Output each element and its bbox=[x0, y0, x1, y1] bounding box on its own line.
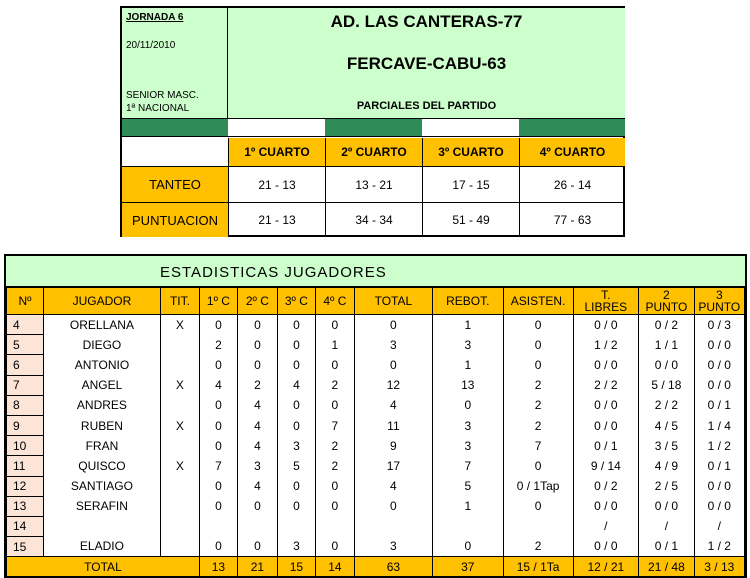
cell-q2: 4 bbox=[237, 436, 277, 456]
cell-p2: 2 / 2 bbox=[639, 395, 694, 415]
player-row bbox=[7, 375, 745, 395]
cell-num: 11 bbox=[7, 456, 44, 476]
cell-q1: 0 bbox=[199, 415, 237, 435]
cell-q3: 0 bbox=[277, 415, 315, 435]
cell-total: 11 bbox=[354, 415, 432, 435]
cell-tit bbox=[160, 537, 199, 557]
cell-q4 bbox=[315, 516, 354, 536]
cell-ast: 7 bbox=[503, 436, 573, 456]
cell-ast: 0 bbox=[503, 335, 573, 355]
cell-num: 13 bbox=[7, 496, 44, 516]
quarter-header-4: 4º CUARTO bbox=[519, 138, 625, 166]
cell-ft: 0 / 0 bbox=[573, 415, 639, 435]
cell-q1: 0 bbox=[199, 355, 237, 375]
cell-name: RUBEN bbox=[43, 415, 160, 435]
puntuacion-label: PUNTUACION bbox=[122, 203, 228, 237]
cell-q2: 0 bbox=[237, 496, 277, 516]
cell-p2: 0 / 0 bbox=[639, 355, 694, 375]
cell-tit bbox=[160, 335, 199, 355]
puntuacion-q3: 51 - 49 bbox=[422, 203, 519, 237]
cell-q2: 4 bbox=[237, 476, 277, 496]
cell-p2: 4 / 9 bbox=[639, 456, 694, 476]
cell-p2: 0 / 1 bbox=[639, 537, 694, 557]
tanteo-label: TANTEO bbox=[122, 167, 228, 202]
cell-total bbox=[354, 516, 432, 536]
cell-q1: 4 bbox=[199, 375, 237, 395]
cell-q4: 0 bbox=[315, 496, 354, 516]
away-team-score: FERCAVE-CABU-63 bbox=[346, 54, 507, 73]
cell-total: 0 bbox=[354, 496, 432, 516]
cell-q1: 0 bbox=[199, 395, 237, 415]
player-row bbox=[7, 355, 745, 375]
cell-reb: 13 bbox=[432, 375, 503, 395]
total-ft: 12 / 21 bbox=[573, 557, 639, 577]
cell-num: 8 bbox=[7, 395, 44, 415]
puntuacion-q2: 34 - 34 bbox=[325, 203, 422, 237]
col-header-p3 bbox=[694, 288, 744, 315]
stats-title-bar bbox=[6, 256, 745, 287]
puntuacion-q1: 21 - 13 bbox=[228, 203, 325, 237]
cell-num: 5 bbox=[7, 335, 44, 355]
cell-q3: 0 bbox=[277, 395, 315, 415]
cell-q3: 0 bbox=[277, 315, 315, 335]
cell-p3: 1 / 2 bbox=[694, 436, 744, 456]
stats-header-row bbox=[7, 288, 745, 315]
cell-ast: 0 bbox=[503, 496, 573, 516]
cell-tit bbox=[160, 355, 199, 375]
cell-q3: 0 bbox=[277, 476, 315, 496]
cell-num: 15 bbox=[7, 537, 44, 557]
cell-p2: / bbox=[639, 516, 694, 536]
cell-tit: X bbox=[160, 415, 199, 435]
cell-name: FRAN bbox=[43, 436, 160, 456]
separator-bar bbox=[122, 118, 228, 137]
cell-reb: 7 bbox=[432, 456, 503, 476]
p3-header-l2: PUNTO bbox=[698, 300, 741, 314]
cell-q2: 0 bbox=[237, 355, 277, 375]
cell-ft: 1 / 2 bbox=[573, 335, 639, 355]
cell-q3: 3 bbox=[277, 537, 315, 557]
cell-q4: 0 bbox=[315, 315, 354, 335]
cell-p2: 2 / 5 bbox=[639, 476, 694, 496]
cell-p3: 0 / 1 bbox=[694, 395, 744, 415]
cell-reb: 1 bbox=[432, 355, 503, 375]
cell-num: 6 bbox=[7, 355, 44, 375]
cell-q1: 0 bbox=[199, 315, 237, 335]
cell-p2: 0 / 2 bbox=[639, 315, 694, 335]
cell-reb: 5 bbox=[432, 476, 503, 496]
cell-num: 9 bbox=[7, 415, 44, 435]
cell-num: 7 bbox=[7, 375, 44, 395]
player-row bbox=[7, 476, 745, 496]
total-q4: 14 bbox=[315, 557, 354, 577]
cell-ft: / bbox=[573, 516, 639, 536]
cell-name bbox=[43, 516, 160, 536]
cell-q1: 7 bbox=[199, 456, 237, 476]
cell-p3: 0 / 0 bbox=[694, 355, 744, 375]
col-header-ft bbox=[573, 288, 639, 315]
cell-p2: 3 / 5 bbox=[639, 436, 694, 456]
separator-bar bbox=[228, 118, 325, 137]
cell-total: 0 bbox=[354, 355, 432, 375]
cell-num: 12 bbox=[7, 476, 44, 496]
stats-grid bbox=[6, 287, 745, 576]
cell-q1: 0 bbox=[199, 537, 237, 557]
cell-p3: 0 / 0 bbox=[694, 335, 744, 355]
tanteo-q1: 21 - 13 bbox=[228, 167, 325, 202]
cell-q4: 2 bbox=[315, 436, 354, 456]
player-row bbox=[7, 335, 745, 355]
tanteo-q4: 26 - 14 bbox=[519, 167, 625, 202]
cell-name: SANTIAGO bbox=[43, 476, 160, 496]
cell-ast: 2 bbox=[503, 415, 573, 435]
cell-total: 3 bbox=[354, 335, 432, 355]
cell-ft: 2 / 2 bbox=[573, 375, 639, 395]
total-p2: 21 / 48 bbox=[639, 557, 694, 577]
quarter-header-2: 2º CUARTO bbox=[325, 138, 422, 166]
col-header-q3: 3º C bbox=[277, 288, 315, 315]
cell-q1: 0 bbox=[199, 476, 237, 496]
cell-q3: 3 bbox=[277, 436, 315, 456]
separator-bar bbox=[519, 118, 625, 137]
col-header-player: JUGADOR bbox=[43, 288, 160, 315]
cell-q4: 1 bbox=[315, 335, 354, 355]
cell-ft: 0 / 0 bbox=[573, 315, 639, 335]
cell-q4: 0 bbox=[315, 395, 354, 415]
cell-reb: 1 bbox=[432, 315, 503, 335]
match-date: 20/11/2010 bbox=[126, 40, 176, 51]
player-row bbox=[7, 496, 745, 516]
cell-q4: 2 bbox=[315, 456, 354, 476]
cell-p2: 0 / 0 bbox=[639, 496, 694, 516]
quarter-header-1: 1º CUARTO bbox=[228, 138, 325, 166]
cell-q4: 0 bbox=[315, 476, 354, 496]
cell-q2: 0 bbox=[237, 335, 277, 355]
col-header-q4: 4º C bbox=[315, 288, 354, 315]
puntuacion-q4: 77 - 63 bbox=[519, 203, 625, 237]
cell-q3: 4 bbox=[277, 375, 315, 395]
player-row bbox=[7, 456, 745, 476]
cell-tit bbox=[160, 476, 199, 496]
total-q3: 15 bbox=[277, 557, 315, 577]
cell-num: 4 bbox=[7, 315, 44, 335]
cell-q2: 4 bbox=[237, 415, 277, 435]
cell-p2: 5 / 18 bbox=[639, 375, 694, 395]
cell-ast: 0 bbox=[503, 355, 573, 375]
cell-name: DIEGO bbox=[43, 335, 160, 355]
cell-q4: 7 bbox=[315, 415, 354, 435]
cell-ast: 2 bbox=[503, 395, 573, 415]
cell-reb: 3 bbox=[432, 415, 503, 435]
cell-q2: 0 bbox=[237, 537, 277, 557]
cell-p3: 0 / 3 bbox=[694, 315, 744, 335]
cell-num: 14 bbox=[7, 516, 44, 536]
p3-header-l1: 3 bbox=[715, 288, 723, 302]
cell-num: 10 bbox=[7, 436, 44, 456]
cell-reb bbox=[432, 516, 503, 536]
cell-tit bbox=[160, 436, 199, 456]
cell-p3: 1 / 4 bbox=[694, 415, 744, 435]
jornada-label: JORNADA 6 bbox=[126, 12, 184, 23]
cell-p3: 0 / 0 bbox=[694, 476, 744, 496]
total-ast: 15 / 1Ta bbox=[503, 557, 573, 577]
separator-bar bbox=[422, 118, 519, 137]
stats-title: ESTADISTICAS JUGADORES bbox=[160, 264, 387, 281]
cell-reb: 3 bbox=[432, 436, 503, 456]
cell-p2: 4 / 5 bbox=[639, 415, 694, 435]
cell-q2 bbox=[237, 516, 277, 536]
cell-q3 bbox=[277, 516, 315, 536]
cell-ft: 9 / 14 bbox=[573, 456, 639, 476]
cell-total: 12 bbox=[354, 375, 432, 395]
cell-q2: 4 bbox=[237, 395, 277, 415]
cell-total: 0 bbox=[354, 315, 432, 335]
cell-ast: 2 bbox=[503, 375, 573, 395]
cell-ft: 0 / 0 bbox=[573, 355, 639, 375]
totals-label: TOTAL bbox=[7, 557, 200, 577]
player-row bbox=[7, 537, 745, 557]
cell-p3: / bbox=[694, 516, 744, 536]
player-row bbox=[7, 315, 745, 335]
col-header-q2: 2º C bbox=[237, 288, 277, 315]
cell-p3: 0 / 0 bbox=[694, 496, 744, 516]
cell-q1 bbox=[199, 516, 237, 536]
cell-ast: 2 bbox=[503, 537, 573, 557]
totals-row bbox=[7, 557, 745, 577]
total-p3: 3 / 13 bbox=[694, 557, 744, 577]
player-stats-table bbox=[4, 254, 747, 578]
tanteo-q2: 13 - 21 bbox=[325, 167, 422, 202]
quarter-header-3: 3º CUARTO bbox=[422, 138, 519, 166]
category-line-2: 1ª NACIONAL bbox=[126, 103, 190, 114]
total-total: 63 bbox=[354, 557, 432, 577]
cell-q2: 2 bbox=[237, 375, 277, 395]
p2-header-l2: PUNTO bbox=[645, 300, 688, 314]
p2-header-l1: 2 bbox=[663, 288, 670, 302]
ft-header-l1: T. bbox=[601, 288, 611, 302]
cell-name: ELADIO bbox=[43, 537, 160, 557]
cell-p3: 0 / 0 bbox=[694, 375, 744, 395]
cell-name: ORELLANA bbox=[43, 315, 160, 335]
cell-q2: 3 bbox=[237, 456, 277, 476]
col-header-ast: ASISTEN. bbox=[503, 288, 573, 315]
teams-panel bbox=[228, 8, 625, 118]
cell-ast: 0 bbox=[503, 315, 573, 335]
category-line-1: SENIOR MASC. bbox=[126, 90, 199, 101]
cell-name: QUISCO bbox=[43, 456, 160, 476]
cell-total: 17 bbox=[354, 456, 432, 476]
cell-ast: 0 bbox=[503, 456, 573, 476]
cell-q1: 2 bbox=[199, 335, 237, 355]
match-scoreboard bbox=[120, 6, 625, 237]
cell-q4: 2 bbox=[315, 375, 354, 395]
cell-ast: 0 / 1Tap bbox=[503, 476, 573, 496]
cell-q1: 0 bbox=[199, 436, 237, 456]
home-team-score: AD. LAS CANTERAS-77 bbox=[330, 12, 523, 31]
cell-total: 3 bbox=[354, 537, 432, 557]
cell-tit bbox=[160, 516, 199, 536]
player-row bbox=[7, 395, 745, 415]
cell-tit bbox=[160, 395, 199, 415]
separator-bar bbox=[325, 118, 422, 137]
cell-ft: 0 / 1 bbox=[573, 436, 639, 456]
total-q2: 21 bbox=[237, 557, 277, 577]
cell-q3: 5 bbox=[277, 456, 315, 476]
cell-name: ANDRES bbox=[43, 395, 160, 415]
tanteo-q3: 17 - 15 bbox=[422, 167, 519, 202]
cell-total: 9 bbox=[354, 436, 432, 456]
cell-name: ANTONIO bbox=[43, 355, 160, 375]
player-row bbox=[7, 415, 745, 435]
parciales-title: PARCIALES DEL PARTIDO bbox=[356, 100, 497, 112]
cell-q3: 0 bbox=[277, 496, 315, 516]
cell-p2: 1 / 1 bbox=[639, 335, 694, 355]
cell-ft: 0 / 2 bbox=[573, 476, 639, 496]
cell-tit: X bbox=[160, 315, 199, 335]
cell-ast bbox=[503, 516, 573, 536]
ft-header-l2: LIBRES bbox=[584, 300, 628, 314]
player-row bbox=[7, 516, 745, 536]
cell-ft: 0 / 0 bbox=[573, 395, 639, 415]
cell-name: SERAFIN bbox=[43, 496, 160, 516]
cell-ft: 0 / 0 bbox=[573, 496, 639, 516]
cell-reb: 0 bbox=[432, 537, 503, 557]
cell-q4: 0 bbox=[315, 355, 354, 375]
cell-q3: 0 bbox=[277, 335, 315, 355]
cell-p3: 0 / 1 bbox=[694, 456, 744, 476]
cell-tit: X bbox=[160, 456, 199, 476]
cell-q4: 0 bbox=[315, 537, 354, 557]
player-row bbox=[7, 436, 745, 456]
total-q1: 13 bbox=[199, 557, 237, 577]
cell-total: 4 bbox=[354, 395, 432, 415]
col-header-reb: REBOT. bbox=[432, 288, 503, 315]
cell-total: 4 bbox=[354, 476, 432, 496]
cell-name: ANGEL bbox=[43, 375, 160, 395]
col-header-q1: 1º C bbox=[199, 288, 237, 315]
match-info-panel bbox=[122, 8, 228, 118]
col-header-num: Nº bbox=[7, 288, 44, 315]
col-header-total: TOTAL bbox=[354, 288, 432, 315]
cell-reb: 0 bbox=[432, 395, 503, 415]
cell-p3: 1 / 2 bbox=[694, 537, 744, 557]
cell-tit: X bbox=[160, 375, 199, 395]
cell-q2: 0 bbox=[237, 315, 277, 335]
cell-q1: 0 bbox=[199, 496, 237, 516]
cell-tit bbox=[160, 496, 199, 516]
cell-q3: 0 bbox=[277, 355, 315, 375]
col-header-tit: TIT. bbox=[160, 288, 199, 315]
col-header-p2 bbox=[639, 288, 694, 315]
cell-ft: 0 / 0 bbox=[573, 537, 639, 557]
cell-reb: 1 bbox=[432, 496, 503, 516]
total-reb: 37 bbox=[432, 557, 503, 577]
cell-reb: 3 bbox=[432, 335, 503, 355]
